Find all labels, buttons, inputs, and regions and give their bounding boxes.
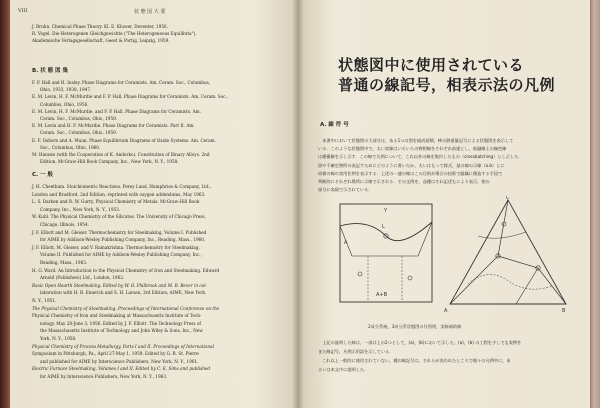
label-a: A: [344, 240, 348, 246]
book-gutter-shadow: [292, 0, 304, 408]
body-line: また線記号，凡例示用語を示している．: [318, 349, 394, 354]
running-title: 状 態 図 大 要: [134, 9, 166, 15]
reference-line: E. M. Levin and H. F. McMurdie. Phase Diagrams for Ceramists. Part II. Am.: [32, 123, 195, 129]
reference-line: J. F. Elliott and M. Gleiser. Thermochemistry for Steelmaking, Volume I. Published: [32, 229, 207, 235]
running-page-number: VIII: [18, 8, 28, 14]
reference-line: Akademische Verlagsgesellschaft, Geest & Portig, Leipzig, 1959.: [32, 38, 170, 43]
phase-diagram-figure: [338, 196, 568, 316]
reference-line: Symposium in Pittsburgh, Pa., April 27-May 1, 1959. Edited by G. R. St. Pierre: [32, 351, 199, 357]
label-a-plus-b: A+B: [376, 292, 388, 298]
page-title-line-2: 普通の線記号，相表示法の凡例: [338, 76, 556, 94]
body-line: 上記の説明した線は，一部は上の2つとして，(a)，(b)において示した，(a)，(b) の工程を少しでも実例を: [318, 340, 522, 345]
reference-line: J. F. Elliott, M. Gleiser, and V. Ramakrishna. Thermochemistry for Steelmaking,: [32, 244, 200, 250]
reference-line: Company, Inc., New York, N. Y., 1953.: [40, 206, 121, 212]
ternary-label-b: B: [562, 308, 566, 314]
reference-line: Ceram. Soc., Columbus, Ohio, 1959.: [40, 116, 118, 121]
reference-line: F. P. Hall and H. Insley. Phase Diagrams for Ceramists. Am. Ceram. Soc., Columbus,: [32, 80, 211, 85]
reference-line: Ohio, 1933, 1938, 1947.: [40, 87, 92, 93]
reference-line: W. Kuhl. The Physical Chemistry of the Silicates. The University of Chicago Press,: [32, 214, 206, 220]
reference-line: E. F. Osborn and A. Muan. Phase Equilibrium Diagrams of Oxide Systems. Am. Ceram.: [32, 137, 216, 143]
body-line: いる．このような状態図中で，太い実線はいろいろの物相線をそれぞれ前提とし，低融線上の無色線: [318, 146, 507, 152]
body-line: 判断的にそれぞれ場所に示線で示される．その文例を，品種はそれ記述もにより表示，相の: [318, 179, 490, 184]
reference-line: L. S. Darken and R. W. Gurry. Physical Chemistry of Metals. McGraw-Hill Book: [32, 199, 200, 205]
right-page: [298, 0, 590, 408]
reference-line: J. Bruhn. Chemical Phase Theory. Kl. E. Kluwer, Deventer, 1956.: [32, 24, 168, 29]
reference-line: Ceram. Soc., Columbus, Ohio, 1959.: [40, 130, 118, 136]
reference-line: R. Vogel. Die Heterogenen Gleichgewichte ("The Heterogeneous Equilibria"),: [32, 31, 197, 36]
reference-line: London and Bradford. 2nd Edition, reprinted with oxygen addendums, May 1963.: [32, 191, 206, 197]
reference-line: for AIME by Interscience Publishers, New York, N. Y., 1963.: [40, 374, 168, 379]
reference-line: Chicago, Illinois, 1954.: [40, 222, 89, 227]
section-c-heading: C. 一 般: [32, 172, 53, 178]
ternary-label-a: A: [444, 308, 448, 314]
reference-line: Edition, McGraw-Hill Book Company, Inc., New York, N. Y., 1958.: [40, 159, 179, 165]
reference-line: N. Y., 1951.: [32, 298, 57, 303]
reference-line: laboration with H. B. Emerick and S. H. Larsen, 3rd Edition, AIME, New York,: [40, 290, 207, 296]
body-line: これ以上一般的に使用されていない，種の線記号は，それらが表われたところで個々の凡例中に，あ: [318, 358, 511, 363]
binary-diagram: [340, 204, 432, 302]
book-left-edge: [0, 0, 10, 408]
reference-line: Electric Furnace Steelmaking, Volumes I and II. Edited by C. E. Sims and published: [32, 366, 211, 372]
book-right-edge: [590, 0, 600, 408]
ternary-diagram: [444, 196, 566, 314]
reference-line: E. M. Levin, H. F. McMurdie, and F. P. Hall. Phase Diagrams for Ceramists. Am.: [32, 108, 201, 114]
reference-line: Columbus, Ohio, 1956.: [40, 101, 89, 107]
reference-line: J. H. Cheetham. Stoichiometric Reactions. Perey Land, Humphries & Company, Ltd.,: [32, 184, 212, 189]
reference-line: Basic Open Hearth Steelmaking. Edited by W. O. Philbrook and M. B. Bever in col-: [32, 282, 208, 288]
reference-line: for AIME by Addison-Wesley Publishing Company, Inc., Reading, Mass., 1960.: [40, 237, 206, 243]
section-a-heading: A. 線 符 号: [320, 122, 349, 128]
page-title-line-1: 状態図中に使用されている: [338, 56, 525, 74]
reference-line: Soc., Columbus, Ohio, 1960.: [40, 144, 101, 150]
reference-line: Physical Chemistry of Iron and Steelmaking at Massachusetts Institute of Tech-: [32, 313, 202, 319]
figure-caption: 2成分系統，3成分系状態図の作図例，実線補助線: [368, 324, 462, 329]
body-line: は緩衝解を示し示す．この線で凡例について，これ以外の線を集約したもの（crossbatching）とし示した．: [318, 154, 523, 160]
reference-line: Volume II. Published for AIME by Addison-Wesley Publishing Company, Inc.,: [40, 252, 202, 258]
reference-line: Reading, Mass., 1963.: [40, 260, 88, 265]
reference-line: nology, May 28-June 3, 1956. Edited by J. F. Elliott. The Technology Press of: [40, 320, 201, 326]
reference-line: the Massachusetts Institute of Technology and John Wiley & Sons, Inc., New: [40, 328, 203, 334]
body-line: るいは本文中に説明した．: [318, 367, 369, 372]
body-line: 本書中において状態図の大部分は，ある1つの図を組成面積，棒の熱重量記号による状態図を表示して: [318, 138, 514, 143]
reference-line: York, N. Y., 1958.: [40, 336, 77, 341]
body-line: 同様の線の実用比例を表示する．上述の一連の線はこの目的が場合の投影で組織に創造する手段で: [318, 170, 503, 176]
reference-line: E. M. Levin, H. F. McMurdie and F. P. Hall. Phase Diagrams for Ceramists. Am. Ceram. Soc.,: [32, 94, 229, 100]
ternary-label-c: C: [506, 196, 510, 201]
reference-line: The Physical Chemistry of Steelmaking. Proceedings of International Conference on the: [32, 305, 220, 311]
section-b-heading: B. 状 態 図 集: [32, 68, 68, 74]
reference-line: Physical Chemistry of Process Metallurgy, Parts I and II. Proceedings of International: [32, 343, 214, 349]
body-line: 固や不確定箇所の表記すためにどのように書いたか，太いはもって様式，基の線の示線（a.b）とに: [318, 162, 505, 168]
left-page: [10, 0, 298, 408]
reference-line: H. G. Ward. An Introduction to the Physical Chemistry of Iron and Steelmaking. Edward: [32, 267, 220, 273]
label-y: Y: [384, 208, 388, 214]
reference-line: M. Hansen (with the Cooperation of K. Anderko). Constitution of Binary Alloys. 2nd: [32, 152, 210, 157]
body-line: 部分に表現で示されている．: [318, 187, 373, 193]
reference-line: and published for AIME by Interscience Publishers, New York, N. Y., 1961.: [40, 358, 199, 364]
label-l: L: [382, 224, 385, 230]
reference-line: Arnold (Publishers) Ltd., London, 1962.: [40, 275, 125, 281]
